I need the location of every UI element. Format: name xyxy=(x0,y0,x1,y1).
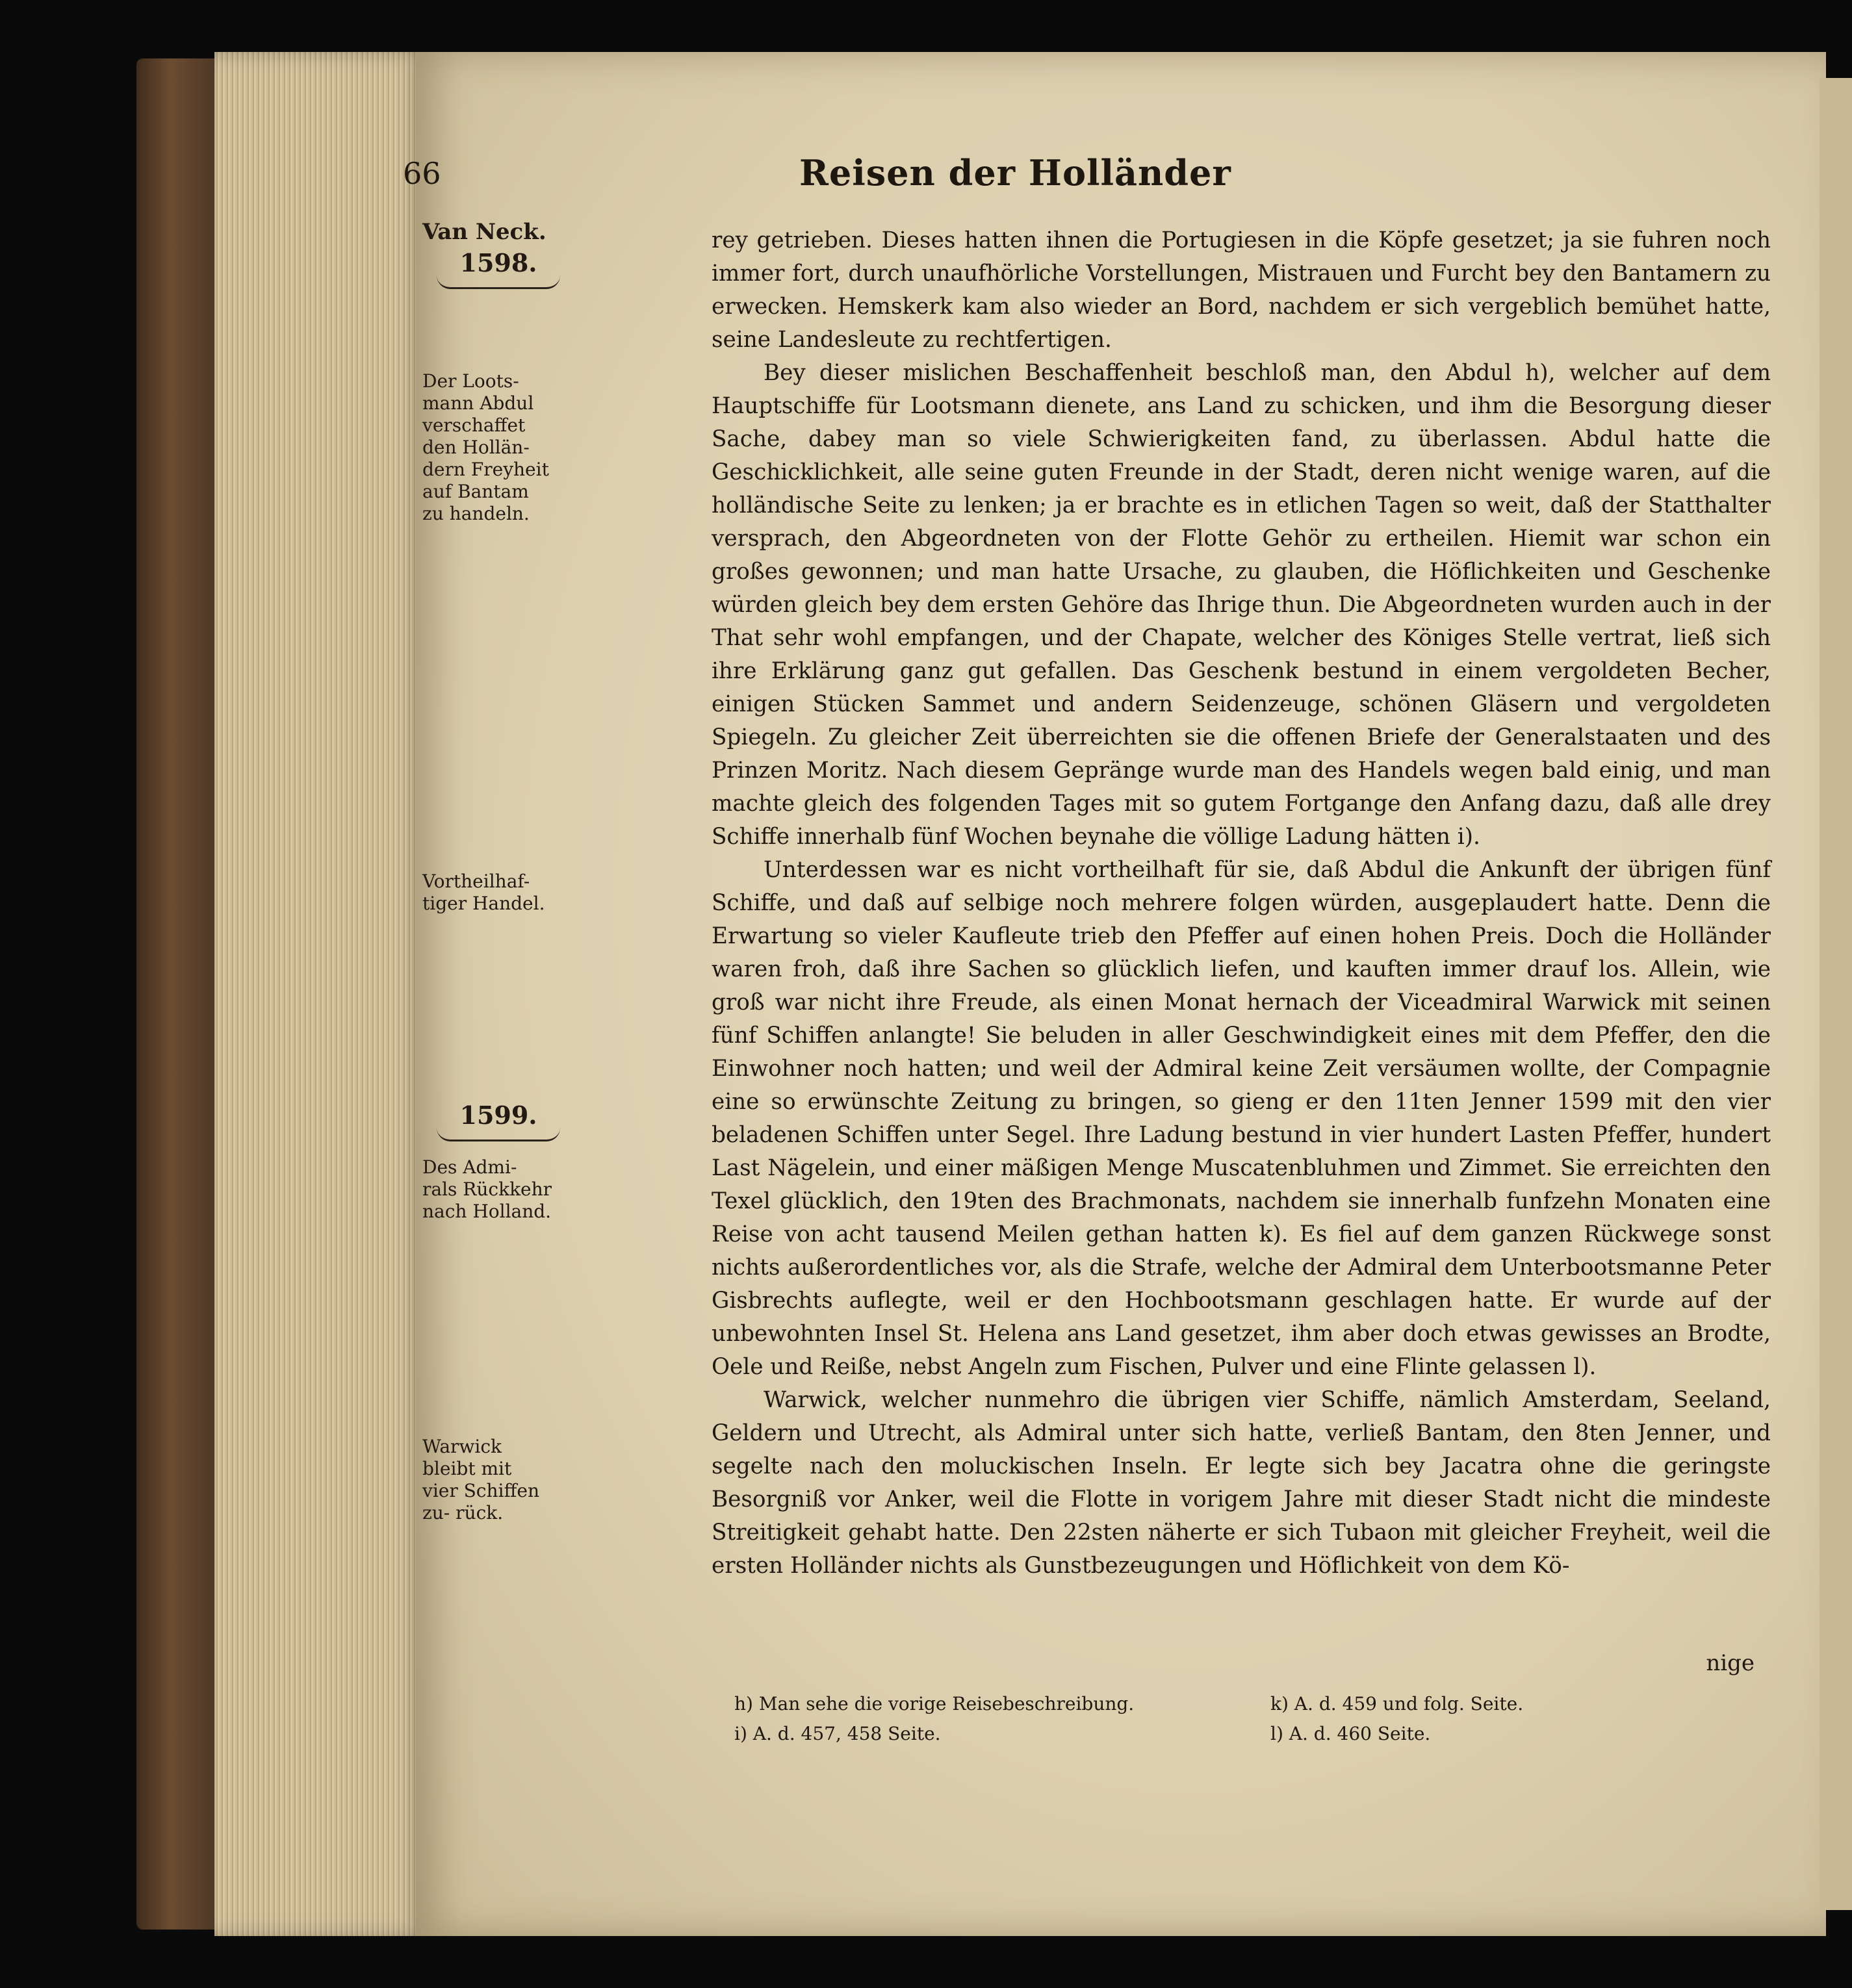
footnote-k: k) A. d. 459 und folg. Seite. xyxy=(1270,1693,1524,1714)
margin-note-handel: Vortheilhaf- tiger Handel. xyxy=(422,871,545,914)
footnotes-right xyxy=(1270,1689,1686,1749)
paragraph-4: Warwick, welcher nunmehro die übrigen vier Schiffe, nämlich Amsterdam, Seeland, Geldern und Utrecht, als Admiral unter sich hatte, verließ Bantam, den 8ten Jenner, und segelte nach den moluckischen Inseln. Er legte sich bey Jacatra ohne die geringste Besorgniß vor Anker, weil die Flotte in vorigem Jahre mit dieser Stadt nicht die mindeste Streitigkeit gehabt hatte. Den 22sten näherte er sich Tubaon mit gleicher Freyheit, weil die ersten Holländer nichts als Gunstbezeugungen und Höflichkeit von dem Kö- xyxy=(712,1387,1771,1579)
margin-note-rueckkehr: Des Admi- rals Rückkehr nach Holland. xyxy=(422,1156,552,1222)
margin-year-1598-block xyxy=(437,248,560,289)
footnote-l: l) A. d. 460 Seite. xyxy=(1270,1723,1431,1744)
footnote-h: h) Man sehe die vorige Reisebeschreibung. xyxy=(734,1693,1135,1714)
margin-note-warwick: Warwick bleibt mit vier Schiffen zu- rück. xyxy=(422,1436,539,1523)
margin-brace xyxy=(437,1128,560,1141)
running-title: Reisen der Holländer xyxy=(799,152,1231,194)
footnote-i: i) A. d. 457, 458 Seite. xyxy=(734,1723,941,1744)
margin-van-neck: Van Neck. xyxy=(422,219,547,245)
body-text xyxy=(712,224,1771,1583)
page-edges xyxy=(214,52,429,1936)
page-number: 66 xyxy=(403,156,441,191)
margin-year-1598: 1598. xyxy=(459,248,537,277)
catchword: nige xyxy=(1706,1650,1755,1676)
margin-year-1599-block xyxy=(437,1101,560,1141)
next-page-edge xyxy=(1820,78,1852,1910)
page-header xyxy=(403,152,1469,208)
footnotes-left xyxy=(734,1689,1228,1749)
paragraph-3: Unterdessen war es nicht vortheilhaft für sie, daß Abdul die Ankunft der übrigen fünf Schiffe, und daß auf selbige noch mehrere folgen würden, ausgeplaudert hatte. Denn die Erwartung so vieler Kaufleute trieb den Pfeffer auf einen hohen Preis. Doch die Holländer waren froh, daß ihre Sachen so glücklich liefen, und kauften immer drauf los. Allein, wie groß war nicht ihre Freude, als einen Monat hernach der Viceadmiral Warwick mit seinen fünf Schiffen anlangte! Sie beluden in aller Geschwindigkeit eines mit dem Pfeffer, den die Einwohner noch hatten; und weil der Admiral keine Zeit versäumen wollte, der Compagnie eine so erwünschte Zeitung zu bringen, so gieng er den 11ten Jenner 1599 mit den vier beladenen Schiffen unter Segel. Ihre Ladung bestund in vier hundert Lasten Pfeffer, hundert Last Nägelein, und einer mäßigen Menge Muscatenbluhmen und Zimmet. Sie erreichten den Texel glücklich, den 19ten des Brachmonats, nachdem sie innerhalb funfzehn Monaten eine Reise von acht tausend Meilen gethan hatten k). Es fiel auf dem ganzen Rückwege sonst nichts außerordentliches vor, als die Strafe, welche der Admiral dem Unterbootsmanne Peter Gisbrechts auflegte, weil er den Hochbootsmann geschlagen hatte. Er wurde auf der unbewohnten Insel St. Helena ans Land gesetzet, ihm aber doch etwas gewisses an Brodte, Oele und Reiße, nebst Angeln zum Fischen, Pulver und eine Flinte gelassen l). xyxy=(712,857,1771,1380)
paragraph-1: rey getrieben. Dieses hatten ihnen die Portugiesen in die Köpfe gesetzet; ja sie fuhren noch immer fort, durch unaufhörliche Vorstellungen, Mistrauen und Furcht bey den Bantamern zu erwecken. Hemskerk kam also wieder an Bord, nachdem er sich vergeblich bemühet hatte, seine Landesleute zu rechtfertigen. xyxy=(712,227,1771,353)
margin-brace xyxy=(437,275,560,289)
margin-note-abdul: Der Loots- mann Abdul verschaffet den Hollän- dern Freyheit auf Bantam zu handeln. xyxy=(422,370,549,524)
margin-year-1599: 1599. xyxy=(459,1101,537,1130)
book-cover xyxy=(136,58,221,1930)
paragraph-2: Bey dieser mislichen Beschaffenheit beschloß man, den Abdul h), welcher auf dem Hauptschiffe für Lootsmann dienete, ans Land zu schicken, und ihm die Besorgung dieser Sache, dabey man so viele Schwierigkeiten fand, zu überlassen. Abdul hatte die Geschicklichkeit, alle seine guten Freunde in der Stadt, deren nicht wenige waren, auf die holländische Seite zu lenken; ja er brachte es in etlichen Tagen so weit, daß der Statthalter versprach, den Abgeordneten von der Flotte Gehör zu ertheilen. Hiemit war schon ein großes gewonnen; und man hatte Ursache, zu glauben, die Höflichkeiten und Geschenke würden gleich bey dem ersten Gehöre das Ihrige thun. Die Abgeordneten wurden auch in der That sehr wohl empfangen, und der Chapate, welcher des Königes Stelle vertrat, ließ sich ihre Erklärung ganz gut gefallen. Das Geschenk bestund in einem vergoldeten Becher, einigen Stücken Sammet und andern Seidenzeuge, schönen Gläsern und vergoldeten Spiegeln. Zu gleicher Zeit überreichten sie die offenen Briefe der Generalstaaten und des Prinzen Moritz. Nach diesem Gepränge wurde man des Handels wegen bald einig, und man machte gleich des folgenden Tages mit so gutem Fortgange den Anfang dazu, daß alle drey Schiffe innerhalb fünf Wochen beynahe die völlige Ladung hätten i). xyxy=(712,360,1771,850)
